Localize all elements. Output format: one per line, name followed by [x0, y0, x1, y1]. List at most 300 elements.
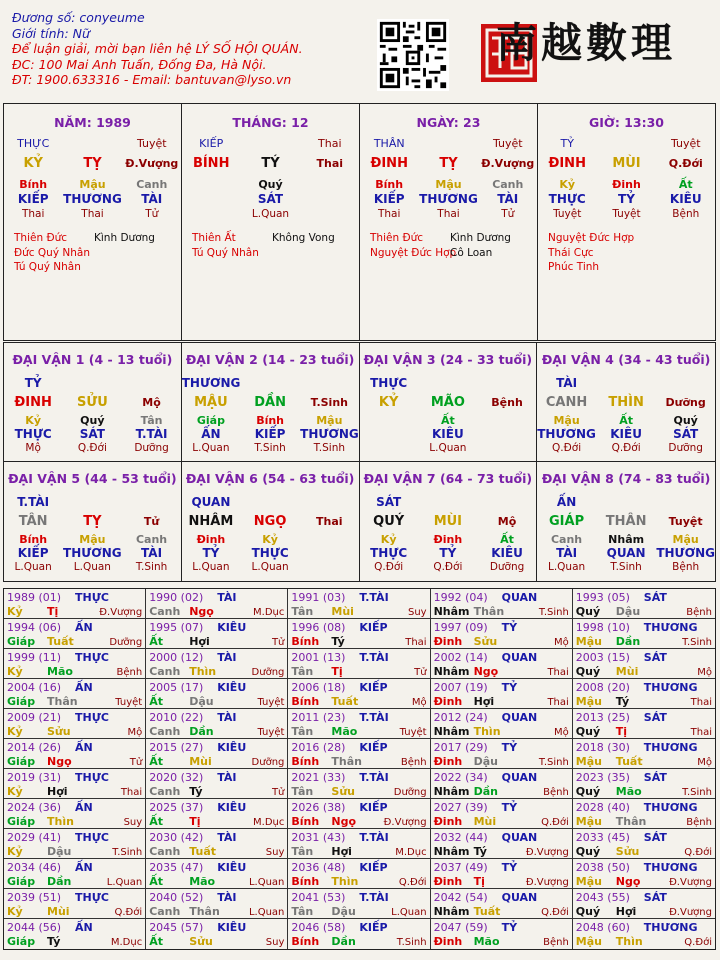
year-stem: Tân — [291, 785, 314, 798]
year-stage: T.Sinh — [396, 937, 427, 948]
year-label: 2025 (37) — [149, 801, 204, 814]
year-label: 2032 (44) — [433, 831, 488, 844]
year-label: 2023 (35) — [575, 771, 630, 784]
hidden-god: KIẾP — [373, 191, 405, 206]
dv-hidden-stem: Mậu — [553, 413, 580, 427]
year-branch: Tý — [189, 785, 203, 798]
dai-van-4[interactable] — [537, 343, 715, 462]
year-stage: Suy — [123, 817, 143, 828]
year-body — [7, 904, 142, 918]
year-branch: Hợi — [189, 635, 210, 648]
year-body — [7, 634, 142, 648]
year-body — [291, 754, 426, 768]
year-branch: Thìn — [47, 815, 74, 828]
year-body — [576, 604, 712, 618]
year-cell[interactable] — [431, 709, 573, 739]
dv-hidden-stage: Dưỡng — [668, 442, 703, 454]
year-stem: Đinh — [433, 875, 463, 888]
year-cell[interactable] — [288, 859, 430, 889]
dv-hidden-row — [360, 532, 537, 546]
year-cell[interactable] — [4, 799, 146, 829]
hidden-stem: Quý — [258, 177, 283, 191]
year-god: ẤN — [75, 921, 93, 934]
year-cell[interactable] — [146, 649, 288, 679]
year-stem: Canh — [149, 845, 181, 858]
dv-stage: Dưỡng — [665, 395, 706, 409]
dv-branch: THÂN — [605, 513, 647, 529]
year-head — [576, 831, 712, 844]
stem-stage: Thai — [318, 136, 342, 150]
pillar-main-row — [4, 151, 181, 175]
year-stem: Giáp — [7, 875, 36, 888]
year-head — [149, 621, 284, 634]
year-head — [149, 711, 284, 724]
dai-van-title: ĐẠI VẬN 7 (64 - 73 tuổi) — [363, 471, 533, 486]
year-stem: Kỷ — [7, 845, 23, 858]
year-cell[interactable] — [4, 829, 146, 859]
dai-van-7[interactable] — [360, 462, 538, 581]
year-branch: Mão — [189, 875, 216, 888]
hidden-god: TÀI — [141, 191, 163, 206]
year-stem: Giáp — [7, 935, 36, 948]
dai-van-title: ĐẠI VẬN 1 (4 - 13 tuổi) — [12, 352, 173, 367]
year-body — [7, 874, 142, 888]
year-cell[interactable] — [146, 889, 288, 919]
contact-notice: Để luận giải, mời bạn liên hệ LÝ SỐ HỘI QUÁN. — [12, 41, 303, 56]
year-stage: Thai — [120, 787, 143, 798]
year-stage: Đ.Vượng — [99, 607, 143, 618]
year-label: 1989 (01) — [7, 591, 62, 604]
year-cell[interactable] — [4, 919, 146, 949]
year-stem: Ất — [149, 635, 163, 648]
year-stage: Bệnh — [543, 937, 569, 948]
year-stage: Mộ — [697, 667, 712, 678]
year-cell[interactable] — [4, 769, 146, 799]
year-stem: Canh — [149, 605, 181, 618]
year-cell[interactable] — [288, 679, 430, 709]
stars-list — [538, 221, 715, 275]
stem-god: TỶ — [560, 136, 574, 150]
year-stem: Nhâm — [433, 785, 470, 798]
header-info — [12, 10, 412, 88]
year-god: TỶ — [501, 741, 518, 754]
year-stem: Kỷ — [7, 725, 23, 738]
heavenly-stem: ĐINH — [370, 155, 408, 171]
year-god: TÀI — [217, 711, 237, 724]
year-body — [149, 604, 284, 618]
year-cell[interactable] — [288, 829, 430, 859]
year-branch: Mùi — [473, 815, 497, 828]
dv-stages-row — [360, 441, 537, 455]
year-stem: Mậu — [575, 875, 602, 888]
dv-hidden-stem: Canh — [550, 532, 583, 546]
dv-hidden-stage: L.Quan — [429, 442, 467, 454]
year-stem: Nhâm — [433, 905, 470, 918]
year-branch: Tuất — [189, 845, 216, 858]
year-stage: Bệnh — [543, 787, 569, 798]
year-god: KIẾP — [359, 801, 388, 814]
dv-hidden-stem: Ất — [619, 413, 633, 427]
year-branch: Sửu — [47, 725, 71, 738]
dv-stem: MẬU — [194, 394, 228, 410]
year-cell[interactable] — [146, 919, 288, 949]
year-stage: T.Sinh — [682, 637, 712, 648]
dv-stage: Bệnh — [491, 395, 523, 409]
year-stage: Q.Đới — [684, 847, 712, 858]
year-stage: Mộ — [554, 727, 569, 738]
star-good: Thiên Ất — [192, 232, 236, 244]
dai-van-5[interactable] — [4, 462, 182, 581]
year-stem: Mậu — [575, 815, 602, 828]
pillar-stem-god-row — [538, 135, 715, 151]
year-stem: Ất — [149, 875, 163, 888]
dai-van-1[interactable] — [4, 343, 182, 462]
star-line — [548, 246, 715, 261]
year-head — [434, 711, 569, 724]
hidden-stems-row — [4, 177, 181, 191]
year-branch: Tị — [615, 725, 628, 738]
dai-van-2[interactable] — [182, 343, 360, 462]
hidden-stages-row — [360, 206, 537, 221]
year-stage: Đ.Vượng — [525, 847, 569, 858]
year-god: QUAN — [501, 891, 538, 904]
year-cell[interactable] — [146, 859, 288, 889]
year-head — [576, 651, 712, 664]
year-branch: Dậu — [615, 605, 641, 618]
hidden-stem: Bính — [19, 177, 48, 191]
year-branch: Tuất — [331, 695, 359, 708]
year-cell[interactable] — [288, 619, 430, 649]
year-cell[interactable] — [4, 709, 146, 739]
year-label: 2017 (29) — [433, 741, 488, 754]
dv-hidden-stage: L.Quan — [14, 561, 52, 573]
year-label: 1995 (07) — [149, 621, 204, 634]
heavenly-stem: KỶ — [23, 155, 43, 171]
year-cell[interactable] — [573, 589, 715, 619]
qr-code-icon[interactable] — [377, 19, 449, 91]
dv-stages-row — [537, 441, 715, 455]
year-cell[interactable] — [288, 739, 430, 769]
year-head — [576, 711, 712, 724]
year-god: T.TÀI — [359, 711, 389, 724]
dv-hidden-god: SÁT — [79, 427, 105, 441]
year-label: 2006 (18) — [291, 681, 346, 694]
year-cell[interactable] — [4, 589, 146, 619]
year-god: ẤN — [75, 861, 93, 874]
year-cell[interactable] — [431, 769, 573, 799]
year-label: 1993 (05) — [575, 591, 630, 604]
year-cell[interactable] — [431, 919, 573, 949]
stars-list — [4, 221, 181, 275]
year-stage: Tuyệt — [257, 727, 285, 738]
dv-god-row — [537, 375, 715, 391]
year-cell[interactable] — [431, 889, 573, 919]
dv-hidden-god: THƯƠNG — [537, 427, 596, 441]
star-good: Nguyệt Đức Hợp — [370, 246, 457, 259]
year-label: 2021 (33) — [291, 771, 346, 784]
year-cell[interactable] — [288, 799, 430, 829]
year-stage: Suy — [407, 607, 427, 618]
year-stage: Bệnh — [400, 757, 427, 768]
year-cell[interactable] — [573, 709, 715, 739]
year-cell[interactable] — [288, 589, 430, 619]
year-label: 2037 (49) — [433, 861, 488, 874]
year-cell[interactable] — [573, 829, 715, 859]
dv-hidden-stem: Ất — [440, 413, 455, 427]
hidden-stage: Thai — [437, 207, 460, 220]
year-label: 2027 (39) — [433, 801, 488, 814]
year-cell[interactable] — [288, 919, 430, 949]
year-label: 2001 (13) — [291, 651, 346, 664]
hidden-god: THƯƠNG — [419, 191, 478, 206]
hidden-stem: Canh — [136, 177, 168, 191]
dai-van-3[interactable] — [360, 343, 538, 462]
dv-god-row — [360, 375, 537, 391]
dai-van-8[interactable] — [537, 462, 715, 581]
year-label: 2012 (24) — [433, 711, 488, 724]
hidden-stage: Thai — [81, 207, 104, 220]
year-branch: Dần — [331, 935, 356, 948]
year-head — [7, 681, 142, 694]
year-cell[interactable] — [146, 679, 288, 709]
year-label: 2018 (30) — [575, 741, 630, 754]
dv-hidden-stage: Q.Đới — [77, 442, 107, 454]
year-god: THỰC — [75, 591, 109, 604]
year-stage: Tuyệt — [115, 697, 143, 708]
hidden-stem: Bính — [375, 177, 404, 191]
year-head — [434, 741, 569, 754]
year-god: ẤN — [75, 801, 93, 814]
year-stem: Quý — [575, 785, 601, 798]
branch-stage: Đ.Vượng — [481, 156, 535, 170]
dv-main-row — [182, 510, 359, 532]
dv-hidden-god: T.TÀI — [135, 427, 168, 441]
year-stem: Ất — [149, 755, 163, 768]
year-god: THƯƠNG — [643, 681, 698, 694]
year-head — [291, 711, 426, 724]
year-cell[interactable] — [4, 649, 146, 679]
year-body — [149, 814, 284, 828]
year-stage: Dưỡng — [251, 667, 285, 678]
year-head — [576, 741, 712, 754]
year-body — [7, 604, 142, 618]
year-cell[interactable] — [573, 859, 715, 889]
year-head — [434, 681, 569, 694]
year-stem: Canh — [149, 905, 181, 918]
dv-branch: TỴ — [83, 513, 102, 529]
year-branch: Mão — [473, 935, 500, 948]
pillar-3 — [538, 104, 715, 340]
year-label: 1990 (02) — [149, 591, 204, 604]
year-stem: Đinh — [433, 755, 463, 768]
year-cell[interactable] — [288, 709, 430, 739]
year-cell[interactable] — [4, 619, 146, 649]
hidden-stages-row — [538, 206, 715, 221]
year-body — [149, 634, 284, 648]
year-cell[interactable] — [573, 919, 715, 949]
year-head — [291, 801, 426, 814]
year-body — [576, 904, 712, 918]
year-branch: Tý — [615, 695, 630, 708]
dv-hidden-row — [537, 532, 715, 546]
year-body — [434, 814, 569, 828]
year-stem: Giáp — [7, 815, 36, 828]
year-head — [576, 591, 712, 604]
dv-stages-row — [182, 560, 359, 574]
year-cell[interactable] — [4, 859, 146, 889]
year-branch: Thân — [473, 605, 505, 618]
year-stem: Ất — [149, 695, 163, 708]
year-body — [291, 694, 426, 708]
year-cell[interactable] — [288, 649, 430, 679]
year-label: 2035 (47) — [149, 861, 204, 874]
year-body — [7, 754, 142, 768]
year-label: 2026 (38) — [291, 801, 346, 814]
year-cell[interactable] — [573, 889, 715, 919]
year-stage: Mộ — [411, 697, 427, 708]
year-head — [434, 831, 569, 844]
year-head — [7, 771, 142, 784]
dv-god-row — [360, 494, 537, 510]
year-head — [149, 831, 284, 844]
hidden-stage: Thai — [377, 207, 401, 220]
hidden-stages-row — [4, 206, 181, 221]
year-stage: Dưỡng — [393, 787, 427, 798]
year-body — [149, 904, 284, 918]
year-stem: Nhâm — [433, 845, 470, 858]
year-cell[interactable] — [431, 679, 573, 709]
year-cell[interactable] — [431, 649, 573, 679]
year-head — [7, 711, 142, 724]
year-cell[interactable] — [573, 799, 715, 829]
year-body — [434, 724, 569, 738]
year-cell[interactable] — [4, 679, 146, 709]
year-label: 2009 (21) — [7, 711, 62, 724]
year-cell[interactable] — [431, 589, 573, 619]
year-cell[interactable] — [288, 769, 430, 799]
year-label: 2005 (17) — [149, 681, 204, 694]
year-god: TÀI — [217, 771, 237, 784]
year-cell[interactable] — [431, 619, 573, 649]
year-stem: Kỷ — [7, 905, 23, 918]
year-body — [291, 844, 426, 858]
year-cell[interactable] — [431, 799, 573, 829]
year-cell[interactable] — [288, 889, 430, 919]
year-cell[interactable] — [431, 859, 573, 889]
year-body — [291, 934, 426, 948]
star-good: Đức Quý Nhân — [14, 246, 90, 259]
year-cell[interactable] — [146, 619, 288, 649]
year-god: SÁT — [643, 831, 667, 844]
year-cell[interactable] — [4, 739, 146, 769]
hidden-god: TỶ — [618, 191, 635, 206]
year-head — [149, 741, 284, 754]
pillar-stem-god-row — [360, 135, 537, 151]
earthly-branch: MÙI — [612, 155, 641, 171]
dai-van-title: ĐẠI VẬN 6 (54 - 63 tuổi) — [185, 471, 355, 486]
dv-hidden-stage: L.Quan — [192, 442, 230, 454]
year-label: 2028 (40) — [575, 801, 630, 814]
year-stem: Tân — [291, 605, 314, 618]
dv-god-row — [537, 494, 715, 510]
year-stem: Tân — [291, 665, 314, 678]
hidden-stage: Tử — [145, 207, 159, 220]
dv-hidden-row — [4, 532, 181, 546]
star-good: Tú Quý Nhân — [14, 261, 81, 273]
year-label: 2040 (52) — [149, 891, 204, 904]
year-cell[interactable] — [431, 739, 573, 769]
year-cell[interactable] — [573, 739, 715, 769]
year-label: 2048 (60) — [575, 921, 630, 934]
year-stem: Canh — [149, 785, 181, 798]
year-body — [434, 874, 569, 888]
year-body — [149, 664, 284, 678]
dv-hidden-stem: Mậu — [316, 413, 343, 427]
year-branch: Thân — [331, 755, 362, 768]
year-branch: Ngọ — [189, 605, 214, 618]
year-branch: Ngọ — [331, 815, 357, 828]
year-cell[interactable] — [4, 889, 146, 919]
star-line — [548, 260, 715, 275]
year-label: 2030 (42) — [149, 831, 204, 844]
star-line — [14, 231, 181, 246]
dai-van-6[interactable] — [182, 462, 360, 581]
hidden-stems-row — [360, 177, 537, 191]
year-cell[interactable] — [146, 739, 288, 769]
year-head — [149, 681, 284, 694]
year-stage: T.Sinh — [538, 757, 569, 768]
dv-hidden-row — [182, 413, 359, 427]
year-branch: Tị — [47, 605, 59, 618]
dv-hidden-stage: T.Sinh — [135, 561, 168, 573]
year-stem: Tân — [291, 905, 314, 918]
year-cell[interactable] — [573, 619, 715, 649]
year-stage: Tử — [271, 637, 285, 648]
dv-stage: T.Sinh — [310, 395, 348, 409]
year-cell[interactable] — [146, 799, 288, 829]
year-label: 2007 (19) — [433, 681, 488, 694]
year-cell[interactable] — [146, 709, 288, 739]
dv-stem: NHÂM — [188, 513, 234, 529]
earthly-branch: TỴ — [439, 155, 458, 171]
year-cell[interactable] — [146, 589, 288, 619]
year-cell[interactable] — [146, 769, 288, 799]
dv-branch: NGỌ — [253, 513, 287, 529]
year-stage: Thai — [690, 697, 712, 708]
year-god: KIẾP — [359, 681, 388, 694]
year-cell[interactable] — [146, 829, 288, 859]
year-body — [7, 934, 142, 948]
dv-hidden-stem: Bính — [19, 532, 48, 546]
year-cell[interactable] — [573, 649, 715, 679]
pillar-title: GIỜ: 13:30 — [589, 115, 664, 130]
dv-god: TÀI — [556, 376, 578, 390]
year-label: 1998 (10) — [575, 621, 630, 634]
year-body — [576, 874, 712, 888]
year-cell[interactable] — [573, 769, 715, 799]
year-branch: Mão — [47, 665, 73, 678]
year-label: 2033 (45) — [575, 831, 630, 844]
dv-hidden-god: TÀI — [141, 546, 163, 560]
year-stem: Giáp — [7, 635, 36, 648]
year-cell[interactable] — [431, 829, 573, 859]
year-head — [7, 801, 142, 814]
dv-god-row — [4, 375, 181, 391]
year-label: 2022 (34) — [433, 771, 488, 784]
year-head — [434, 921, 569, 934]
year-cell[interactable] — [573, 679, 715, 709]
dv-hidden-god: THỰC — [370, 546, 408, 560]
